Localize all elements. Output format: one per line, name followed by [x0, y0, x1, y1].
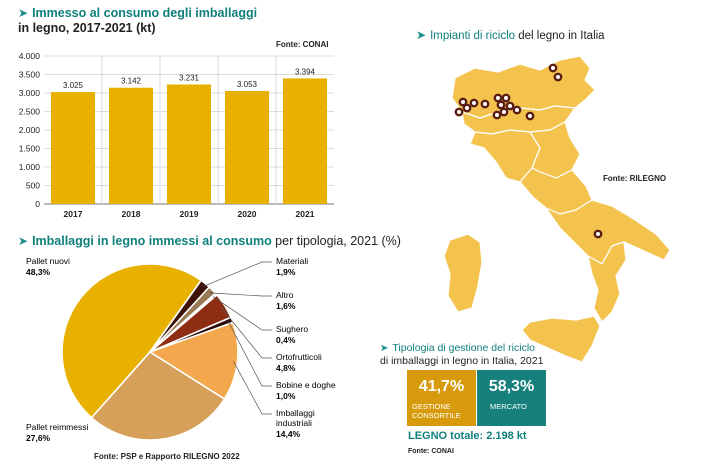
- bar-chart-ytick-label: 4.000: [18, 51, 40, 61]
- pie-label-name: Pallet reimmessi: [26, 422, 89, 432]
- consortile-percentage: 41,7%: [418, 378, 465, 395]
- recycling-plant-marker: [595, 231, 601, 237]
- bar-category-label: 2018: [121, 209, 141, 219]
- pie-chart: [0, 250, 380, 450]
- recycling-plant-marker: [514, 107, 520, 113]
- pie-chart-title-rest: per tipologia, 2021 (%): [271, 234, 401, 248]
- recycling-plant-marker: [507, 103, 513, 109]
- bar-chart-ytick-label: 2.000: [18, 125, 40, 135]
- pie-label-name: Materiali: [276, 256, 309, 266]
- bar-chart-title-line1: Immesso al consumo degli imballaggi: [32, 6, 258, 20]
- management-total: LEGNO totale: 2.198 kt: [408, 430, 527, 442]
- map-title-teal: Impianti di riciclo: [430, 30, 516, 42]
- management-title-line1: Tipologia di gestione del riciclo: [392, 342, 535, 354]
- recycling-plant-marker: [503, 95, 509, 101]
- pie-label-name: Pallet nuovi: [26, 256, 70, 266]
- pie-leader-line: [210, 293, 272, 296]
- pie-label-name: Imballaggi: [276, 408, 315, 418]
- bar-chart-ytick-label: 0: [35, 199, 40, 209]
- management-box-consortile: [407, 370, 476, 426]
- bar-chart-ytick-label: 3.500: [18, 69, 40, 80]
- recycling-plant-marker: [550, 65, 556, 71]
- bar-category-label: 2017: [63, 209, 83, 219]
- pie-chart-source: Fonte: PSP e Rapporto RILEGNO 2022: [94, 452, 240, 461]
- bar-chart-ytick-label: 2.500: [18, 106, 40, 117]
- bar-chart-ytick-label: 500: [25, 180, 40, 191]
- bar-value-label: 3.142: [120, 76, 142, 86]
- pie-label-value: 14,4%: [276, 429, 301, 439]
- management-source: Fonte: CONAI: [408, 448, 454, 455]
- arrow-right-icon: ➤: [18, 6, 29, 20]
- bar-value-label: 3.053: [236, 80, 258, 90]
- pie-label-name: Altro: [276, 290, 294, 300]
- bar-2021: [283, 78, 327, 204]
- bar-chart-ytick-label: 1.500: [18, 143, 40, 154]
- recycling-plant-marker: [464, 105, 470, 111]
- bar-chart-title: [18, 6, 257, 36]
- mercato-label: MERCATO: [490, 402, 527, 411]
- pie-label-name: Bobine e doghe: [276, 380, 336, 390]
- bar-2020: [225, 91, 269, 204]
- recycling-plant-marker: [494, 112, 500, 118]
- pie-leader-line: [203, 262, 272, 287]
- bar-value-label: 3.025: [62, 81, 84, 91]
- bar-category-label: 2021: [295, 209, 315, 219]
- bar-chart-ytick-label: 1.000: [18, 162, 40, 172]
- bar-value-label: 3.231: [178, 73, 200, 83]
- recycling-plant-marker: [456, 109, 462, 115]
- bar-chart-title-line2: in legno, 2017-2021 (kt): [18, 21, 156, 35]
- pie-leader-line: [233, 361, 272, 414]
- map-source: Fonte: RILEGNO: [603, 174, 667, 183]
- pie-chart-title-teal: Imballaggi in legno immessi al consumo: [32, 234, 272, 248]
- pie-label-value: 1,9%: [276, 267, 296, 277]
- recycling-plant-marker: [495, 95, 501, 101]
- bar-2017: [51, 92, 95, 204]
- pie-chart-title: [18, 234, 401, 248]
- bar-chart: [0, 48, 345, 228]
- recycling-plant-marker: [555, 74, 561, 80]
- bar-2018: [109, 88, 153, 204]
- italy-map: [380, 50, 702, 370]
- bar-category-label: 2019: [179, 209, 199, 219]
- recycling-plant-marker: [501, 109, 507, 115]
- pie-label-value: 1,0%: [276, 391, 296, 401]
- bar-chart-ytick-label: 3.000: [18, 88, 40, 98]
- recycling-plant-marker: [498, 102, 504, 108]
- pie-label-value: 4,8%: [276, 363, 296, 373]
- consortile-label-1: GESTIONE: [412, 402, 451, 411]
- management-title: [380, 342, 543, 367]
- bar-chart-source: Fonte: CONAI: [276, 40, 329, 49]
- consortile-label-2: CONSORTILE: [412, 411, 461, 420]
- map-title: [416, 28, 605, 42]
- pie-label-name: industriali: [276, 418, 312, 428]
- pie-label-name: Sughero: [276, 324, 309, 334]
- pie-label-value: 0,4%: [276, 335, 296, 345]
- bar-category-label: 2020: [237, 209, 257, 219]
- map-region-sardinia: [444, 234, 482, 312]
- arrow-right-icon: ➤: [380, 343, 389, 354]
- recycling-plant-marker: [482, 101, 488, 107]
- bar-2019: [167, 84, 211, 204]
- pie-label-value: 48,3%: [26, 267, 51, 277]
- arrow-right-icon: ➤: [18, 234, 29, 248]
- arrow-right-icon: ➤: [416, 28, 427, 42]
- management-box-mercato: [477, 370, 546, 426]
- recycling-plant-marker: [471, 100, 477, 106]
- pie-label-name: Ortofrutticoli: [276, 352, 322, 362]
- bar-value-label: 3.394: [294, 67, 316, 77]
- pie-label-value: 27,6%: [26, 433, 51, 443]
- recycling-plant-marker: [527, 113, 533, 119]
- map-title-rest: del legno in Italia: [515, 30, 605, 42]
- pie-label-value: 1,6%: [276, 301, 296, 311]
- mercato-percentage: 58,3%: [488, 378, 535, 395]
- management-title-line2: di imballaggi in legno in Italia, 2021: [380, 355, 544, 367]
